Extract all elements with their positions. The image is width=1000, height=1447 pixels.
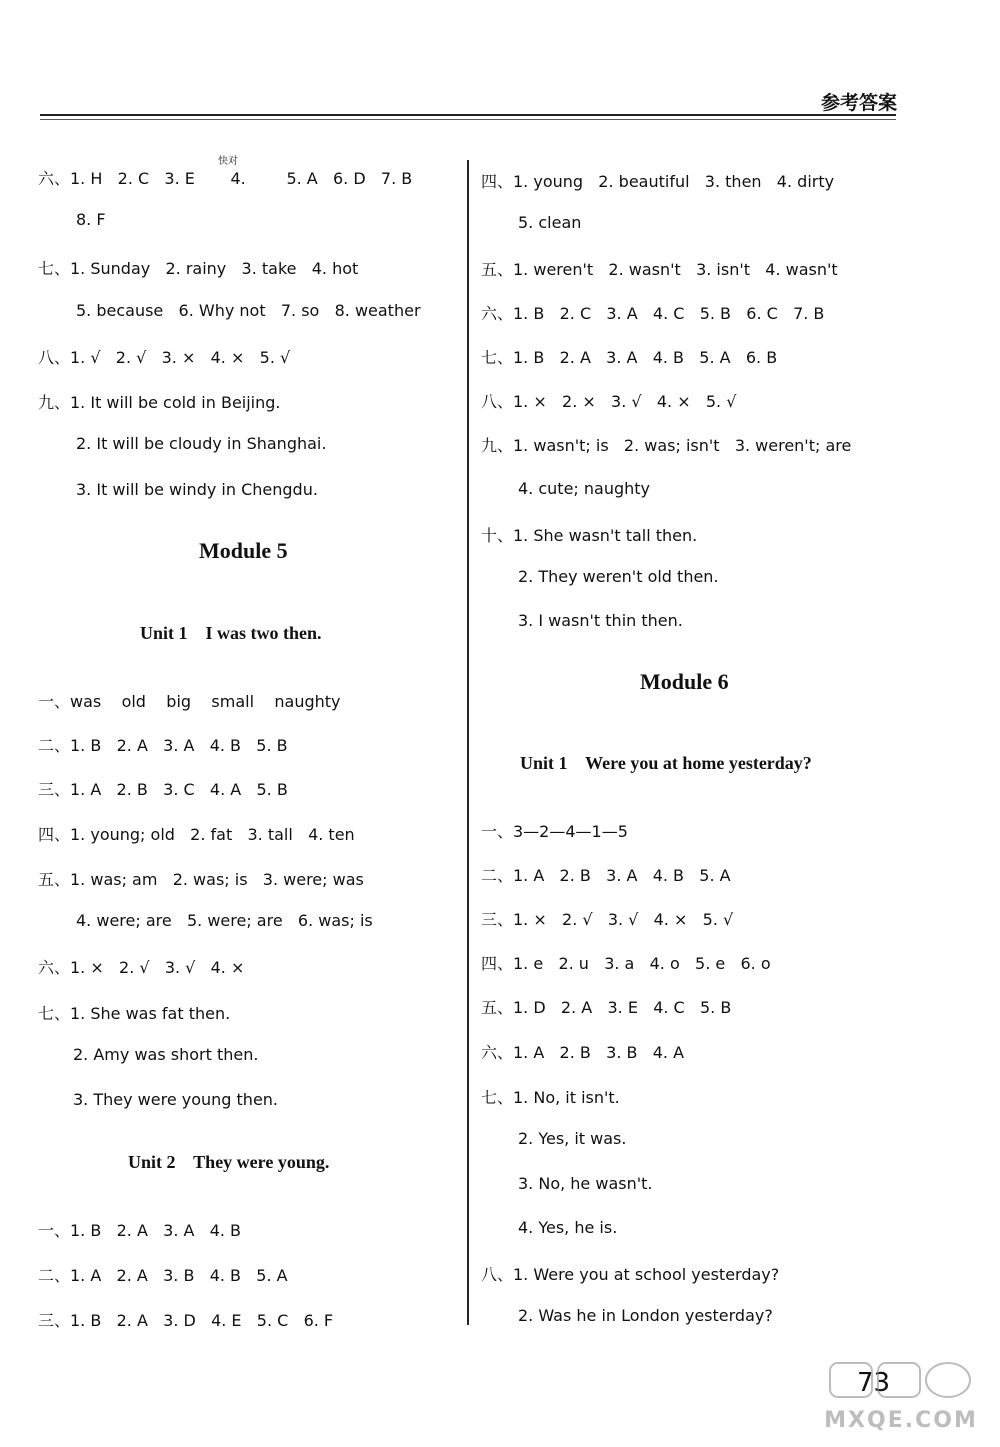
answer-line: 4. were; are 5. were; are 6. was; is [76, 911, 373, 930]
answer-line: 4. cute; naughty [518, 479, 651, 498]
answer-line: 六、1. × 2. √ 3. √ 4. × [38, 958, 245, 977]
answer-line: 八、1. × 2. × 3. √ 4. × 5. √ [481, 392, 737, 411]
answer-line: 六、1. A 2. B 3. B 4. A [481, 1043, 685, 1062]
answer-line: 3. They were young then. [73, 1090, 279, 1109]
answer-line: 四、1. e 2. u 3. a 4. o 5. e 6. o [481, 954, 771, 973]
answer-line: 八、1. √ 2. √ 3. × 4. × 5. √ [38, 348, 291, 367]
answer-line: 三、1. B 2. A 3. D 4. E 5. C 6. F [38, 1311, 334, 1330]
answer-line: 八、1. Were you at school yesterday? [481, 1265, 780, 1284]
answer-line: 九、1. wasn't; is 2. was; isn't 3. weren't; are [481, 436, 852, 455]
answer-line: 5. clean [518, 213, 582, 232]
answer-line: 2. It will be cloudy in Shanghai. [76, 434, 327, 453]
answer-line: 五、1. was; am 2. was; is 3. were; was [38, 870, 364, 889]
module-title: Module 6 [640, 669, 729, 694]
answer-line: 七、1. B 2. A 3. A 4. B 5. A 6. B [481, 348, 778, 367]
answer-line: 一、3—2—4—1—5 [481, 822, 628, 841]
answer-line: 二、1. B 2. A 3. A 4. B 5. B [38, 736, 288, 755]
answer-line: 六、1. B 2. C 3. A 4. C 5. B 6. C 7. B [481, 304, 825, 323]
answer-line: 2. They weren't old then. [518, 567, 719, 586]
unit-title: Unit 1 I was two then. [140, 623, 322, 643]
unit-title: Unit 2 They were young. [128, 1152, 330, 1172]
answer-line: 七、1. No, it isn't. [481, 1088, 620, 1107]
answer-line: 8. F [76, 210, 106, 229]
answer-line: 三、1. A 2. B 3. C 4. A 5. B [38, 780, 288, 799]
header-rule [40, 114, 896, 116]
watermark-logo-icon [816, 1357, 986, 1437]
unit-title: Unit 1 Were you at home yesterday? [520, 753, 812, 773]
answer-line: 五、1. weren't 2. wasn't 3. isn't 4. wasn't [481, 260, 838, 279]
answer-line: 十、1. She wasn't tall then. [481, 526, 698, 545]
answer-line: 七、1. Sunday 2. rainy 3. take 4. hot [38, 259, 359, 278]
header-rule-thin [40, 119, 896, 120]
column-divider [467, 160, 469, 1325]
answer-line: 5. because 6. Why not 7. so 8. weather [76, 301, 421, 320]
answer-line: 三、1. × 2. √ 3. √ 4. × 5. √ [481, 910, 734, 929]
page-header-title: 参考答案 [820, 92, 897, 114]
answer-line: 2. Was he in London yesterday? [518, 1306, 773, 1325]
answer-line: 2. Amy was short then. [73, 1045, 259, 1064]
answer-line: 4. Yes, he is. [518, 1218, 618, 1237]
answer-line: 七、1. She was fat then. [38, 1004, 231, 1023]
answer-line: 六、1. H 2. C 3. E 4. 5. A 6. D 7. B [38, 169, 413, 188]
answer-line: 一、was old big small naughty [38, 692, 341, 711]
answer-line: 2. Yes, it was. [518, 1129, 627, 1148]
answer-line: 3. No, he wasn't. [518, 1174, 653, 1193]
answer-line: 五、1. D 2. A 3. E 4. C 5. B [481, 998, 732, 1017]
answer-line: 九、1. It will be cold in Beijing. [38, 393, 281, 412]
answer-line: 一、1. B 2. A 3. A 4. B [38, 1221, 242, 1240]
svg-text:MXQE.COM: MXQE.COM [824, 1408, 978, 1433]
answer-line: 3. It will be windy in Chengdu. [76, 480, 318, 499]
answer-line: 3. I wasn't thin then. [518, 611, 683, 630]
answer-line: 二、1. A 2. A 3. B 4. B 5. A [38, 1266, 288, 1285]
handwritten-note: 快对 [218, 156, 238, 167]
answer-line: 二、1. A 2. B 3. A 4. B 5. A [481, 866, 731, 885]
answer-line: 四、1. young 2. beautiful 3. then 4. dirty [481, 172, 835, 191]
page-number: 73 [857, 1368, 891, 1398]
module-title: Module 5 [199, 538, 288, 563]
answer-line: 四、1. young; old 2. fat 3. tall 4. ten [38, 825, 355, 844]
